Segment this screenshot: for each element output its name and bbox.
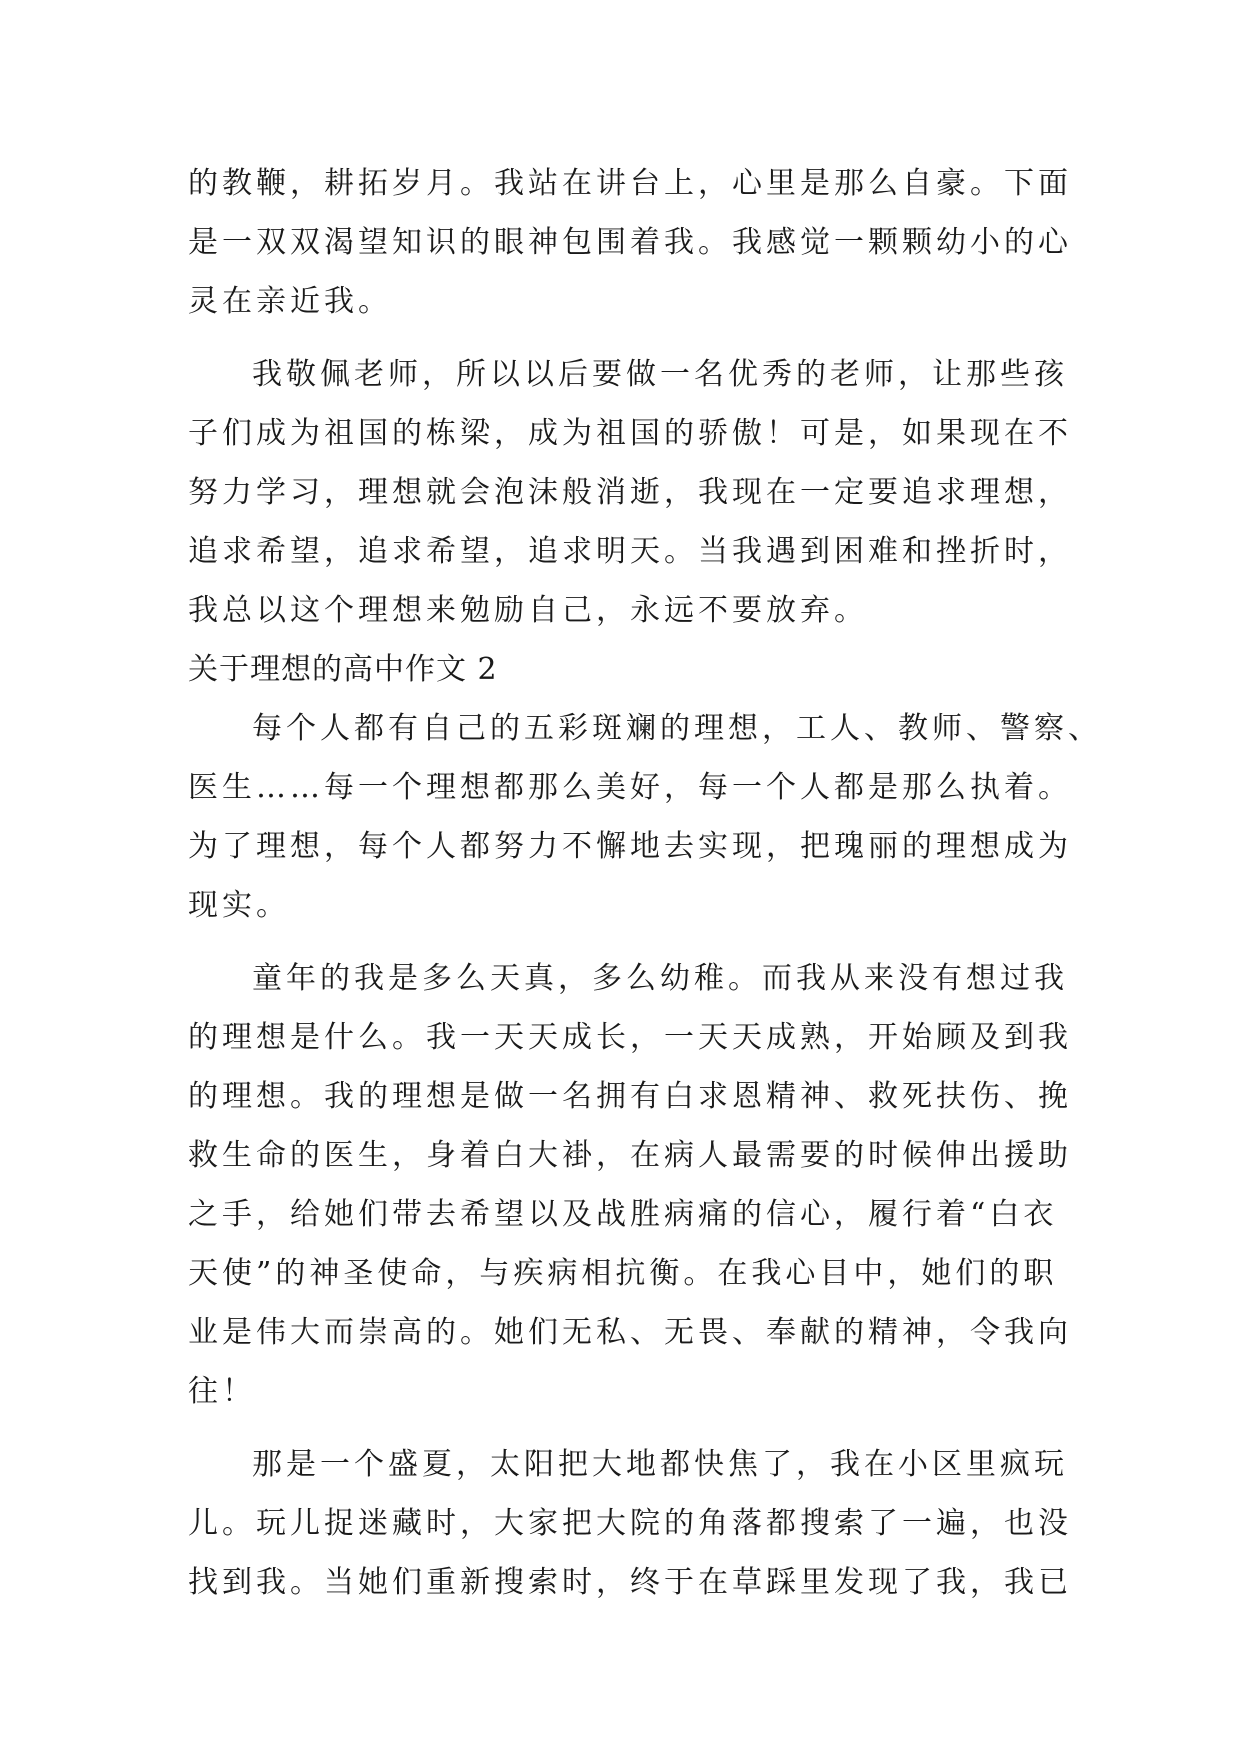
text-line: 为了理想，每个人都努力不懈地去实现，把瑰丽的理想成为 (188, 829, 1072, 864)
essay-body (188, 154, 1102, 1612)
paragraph (188, 699, 1102, 935)
text-line: 医生……每一个理想都那么美好，每一个人都是那么执着。 (188, 770, 1072, 805)
text-line: 是一双双渴望知识的眼神包围着我。我感觉一颗颗幼小的心 (188, 225, 1072, 260)
text-line: 的理想。我的理想是做一名拥有白求恩精神、救死扶伤、挽 (188, 1079, 1072, 1114)
paragraph (188, 1435, 1072, 1612)
text-line: 的教鞭，耕拓岁月。我站在讲台上，心里是那么自豪。下面 (188, 166, 1072, 201)
text-line: 之手，给她们带去希望以及战胜病痛的信心，履行着“白衣 (188, 1197, 1058, 1232)
text-line: 业是伟大而崇高的。她们无私、无畏、奉献的精神，令我向 (188, 1315, 1072, 1350)
text-line: 努力学习，理想就会泡沫般消逝，我现在一定要追求理想， (188, 475, 1072, 510)
text-line: 往！ (188, 1374, 256, 1409)
text-line: 儿。玩儿捉迷藏时，大家把大院的角落都搜索了一遍，也没 (188, 1506, 1072, 1541)
text-line: 天使”的神圣使命，与疾病相抗衡。在我心目中，她们的职 (188, 1256, 1058, 1291)
paragraph (188, 949, 1072, 1421)
text-line: 童年的我是多么天真，多么幼稚。而我从来没有想过我 (252, 961, 1068, 996)
paragraph (188, 154, 1072, 331)
text-line: 的理想是什么。我一天天成长，一天天成熟，开始顾及到我 (188, 1020, 1072, 1055)
text-line: 每个人都有自己的五彩斑斓的理想，工人、教师、警察、 (252, 711, 1102, 746)
text-line: 找到我。当她们重新搜索时，终于在草踩里发现了我，我已 (188, 1565, 1072, 1600)
text-line: 追求希望，追求希望，追求明天。当我遇到困难和挫折时， (188, 534, 1072, 569)
text-line: 灵在亲近我。 (188, 284, 392, 319)
text-line: 救生命的医生，身着白大褂，在病人最需要的时候伸出援助 (188, 1138, 1072, 1173)
text-line: 我敬佩老师，所以以后要做一名优秀的老师，让那些孩 (252, 357, 1068, 392)
paragraph (188, 345, 1072, 640)
text-line: 现实。 (188, 888, 290, 923)
section-heading: 关于理想的高中作文 2 (188, 652, 498, 687)
text-line: 那是一个盛夏，太阳把大地都快焦了，我在小区里疯玩 (252, 1447, 1068, 1482)
text-line: 子们成为祖国的栋梁，成为祖国的骄傲！可是，如果现在不 (188, 416, 1072, 451)
text-line: 我总以这个理想来勉励自己，永远不要放弃。 (188, 593, 868, 628)
